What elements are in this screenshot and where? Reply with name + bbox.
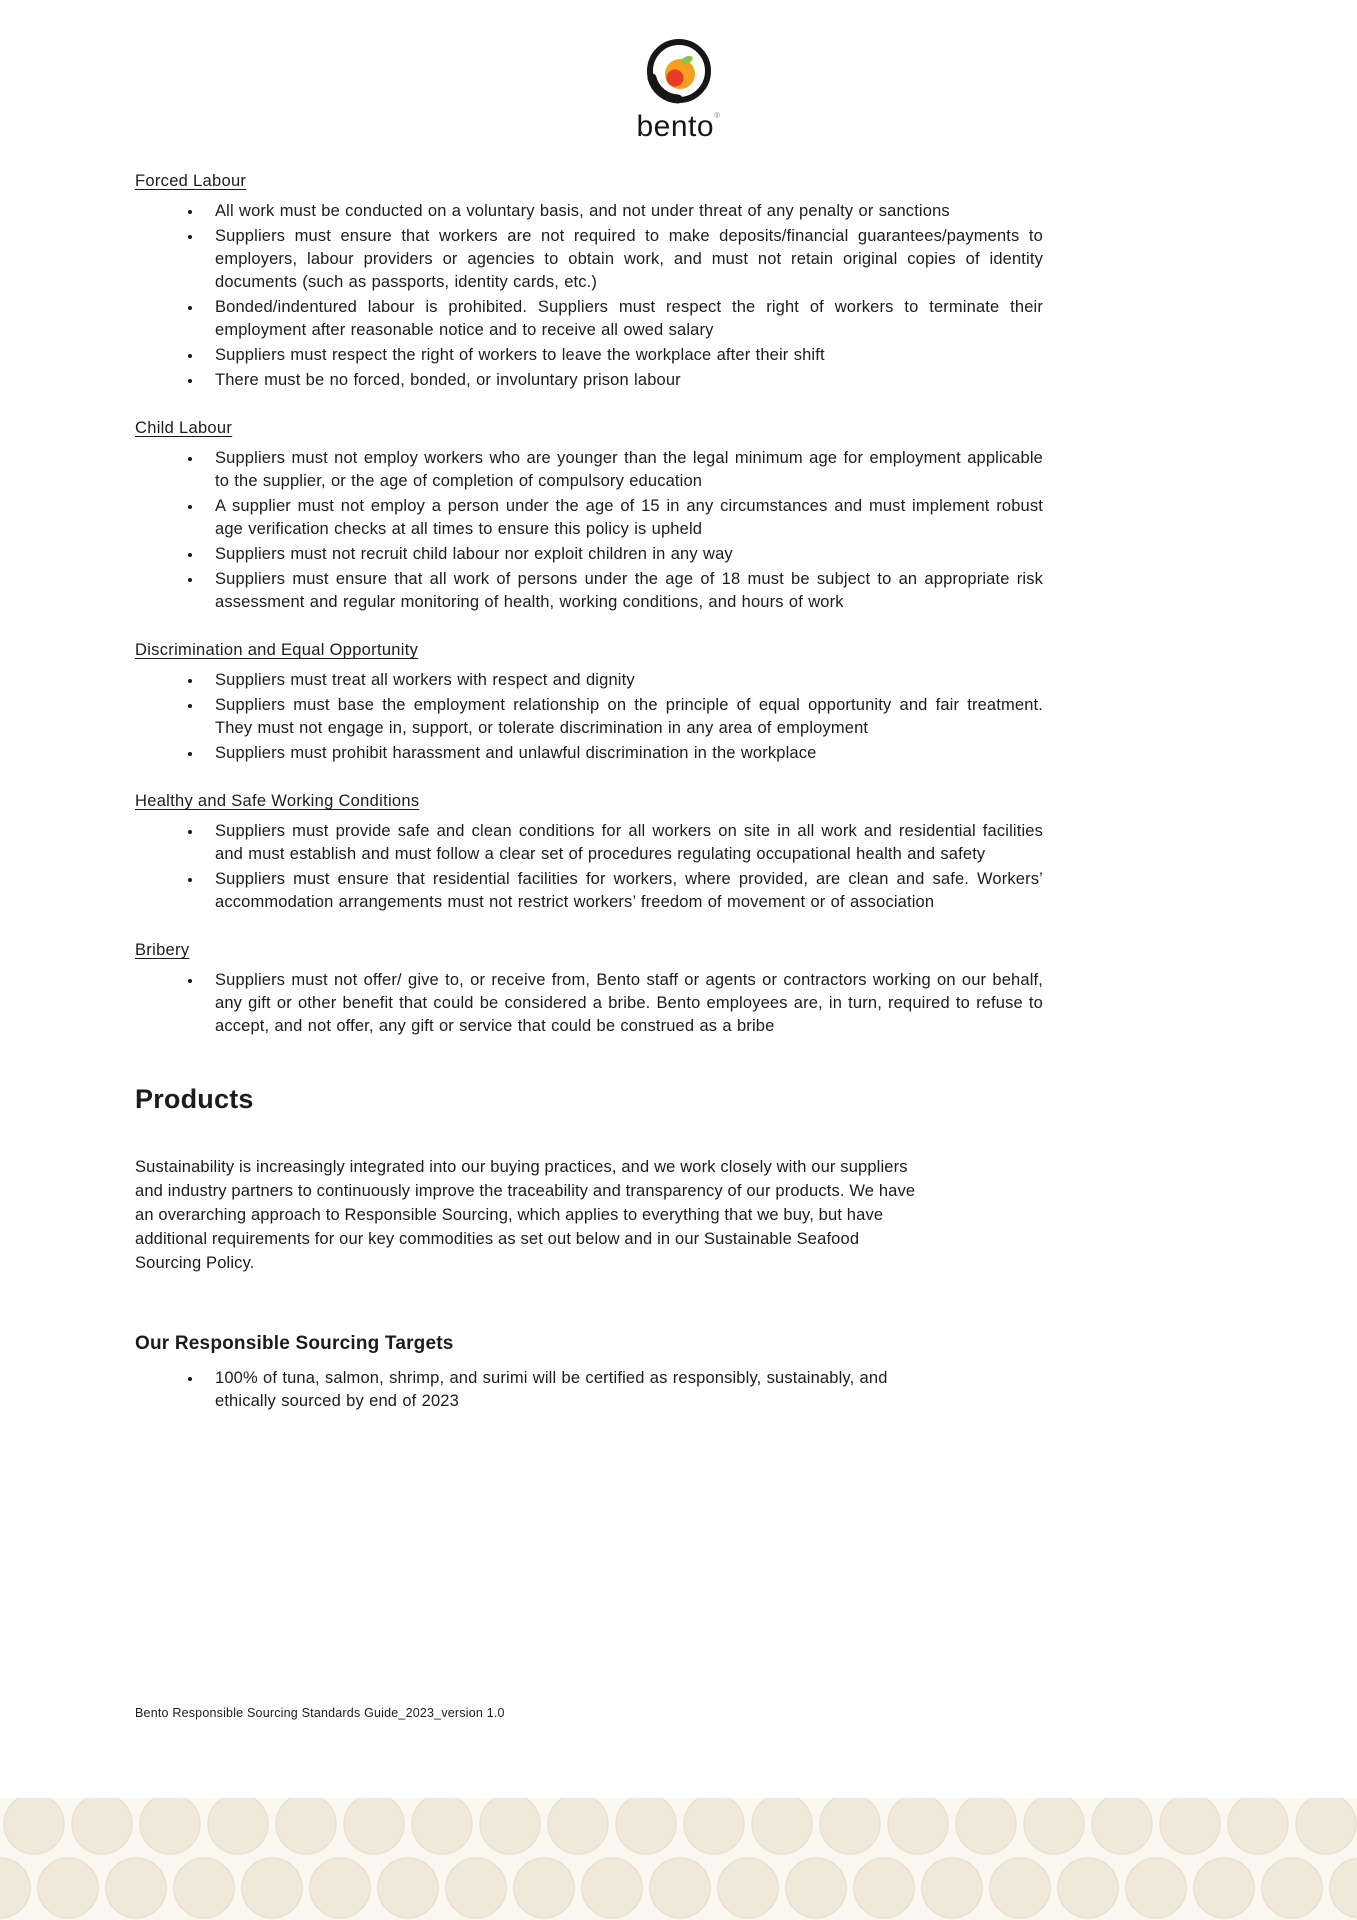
bullet-item: • There must be no forced, bonded, or involuntary prison labour bbox=[203, 369, 1043, 392]
bullet-item: • Suppliers must ensure that workers are not required to make deposits/financial guarantees/payments to employers, labour providers or agencies to obtain work, and must not retain original copies of identity documents (such as passports, identity cards, etc.) bbox=[203, 225, 1043, 294]
bullet-item: • 100% of tuna, salmon, shrimp, and surimi will be certified as responsibly, sustainably, and ethically sourced by end of 2023 bbox=[203, 1367, 945, 1413]
bullet-list-targets bbox=[135, 1367, 1043, 1413]
bullet-item: • A supplier must not employ a person under the age of 15 in any circumstances and must implement robust age verification checks at all times to ensure this policy is upheld bbox=[203, 495, 1043, 541]
document-content bbox=[0, 172, 1043, 1413]
section-heading-bribery: Bribery bbox=[135, 941, 190, 959]
section-heading-discrimination: Discrimination and Equal Opportunity bbox=[135, 641, 419, 659]
bullet-list-bribery bbox=[135, 969, 1043, 1038]
bullet-item: • Suppliers must not offer/ give to, or receive from, Bento staff or agents or contractors working on our behalf, any gift or other benefit that could be considered a bribe. Bento employees are, in turn, required to refuse to accept, and not offer, any gift or service that could be construed as a bribe bbox=[203, 969, 1043, 1038]
bullet-item: • Bonded/indentured labour is prohibited. Suppliers must respect the right of workers to terminate their employment after reasonable notice and to receive all owed salary bbox=[203, 296, 1043, 342]
bullet-item: • Suppliers must respect the right of workers to leave the workplace after their shift bbox=[203, 344, 1043, 367]
registered-mark-icon: ® bbox=[714, 111, 721, 120]
bullet-item: • Suppliers must not recruit child labour nor exploit children in any way bbox=[203, 543, 1043, 566]
targets-heading: Our Responsible Sourcing Targets bbox=[135, 1333, 454, 1354]
section-forced-labour bbox=[135, 172, 1043, 392]
bullet-item: • Suppliers must prohibit harassment and unlawful discrimination in the workplace bbox=[203, 742, 1043, 765]
bullet-item: • Suppliers must not employ workers who are younger than the legal minimum age for employment applicable to the supplier, or the age of completion of compulsory education bbox=[203, 447, 1043, 493]
bullet-list-discrimination bbox=[135, 669, 1043, 765]
section-child-labour bbox=[135, 419, 1043, 614]
bullet-list-health-safety bbox=[135, 820, 1043, 914]
logo bbox=[599, 34, 759, 142]
bullet-list-child-labour bbox=[135, 447, 1043, 614]
bullet-item: • Suppliers must treat all workers with respect and dignity bbox=[203, 669, 1043, 692]
products-intro-paragraph: Sustainability is increasingly integrated into our buying practices, and we work closely with our suppliers and industry partners to continuously improve the traceability and transparency of our products. We have an overarching approach to Responsible Sourcing, which applies to everything that we buy, but have additional requirements for our key commodities as set out below and in our Sustainable Seafood Sourcing Policy. bbox=[135, 1158, 916, 1272]
bullet-item: • Suppliers must base the employment relationship on the principle of equal opportunity and fair treatment. They must not engage in, support, or tolerate discrimination in any area of employment bbox=[203, 694, 1043, 740]
section-bribery bbox=[135, 941, 1043, 1038]
section-heading-forced-labour: Forced Labour bbox=[135, 172, 247, 190]
brand-wordmark bbox=[599, 112, 759, 142]
bullet-item: • Suppliers must ensure that residential facilities for workers, where provided, are clean and safe. Workers’ accommodation arrangements must not restrict workers’ freedom of movement or of association bbox=[203, 868, 1043, 914]
section-discrimination bbox=[135, 641, 1043, 765]
products-title: Products bbox=[135, 1084, 254, 1114]
bullet-item: • Suppliers must provide safe and clean conditions for all workers on site in all work and residential facilities and must establish and must follow a clear set of procedures regulating occupational health and safety bbox=[203, 820, 1043, 866]
bento-logo-icon bbox=[639, 34, 719, 110]
brand-name: bento bbox=[636, 110, 715, 143]
bullet-item: • Suppliers must ensure that all work of persons under the age of 18 must be subject to an appropriate risk assessment and regular monitoring of health, working conditions, and hours of work bbox=[203, 568, 1043, 614]
footer-text: Bento Responsible Sourcing Standards Guide_2023_version 1.0 bbox=[135, 1706, 505, 1720]
section-heading-child-labour: Child Labour bbox=[135, 419, 233, 437]
bullet-item: • All work must be conducted on a voluntary basis, and not under threat of any penalty or sanctions bbox=[203, 200, 1043, 223]
decorative-dot-border bbox=[0, 1798, 1357, 1920]
bullet-list-forced-labour bbox=[135, 200, 1043, 392]
section-health-safety bbox=[135, 792, 1043, 914]
section-heading-health-safety: Healthy and Safe Working Conditions bbox=[135, 792, 420, 810]
